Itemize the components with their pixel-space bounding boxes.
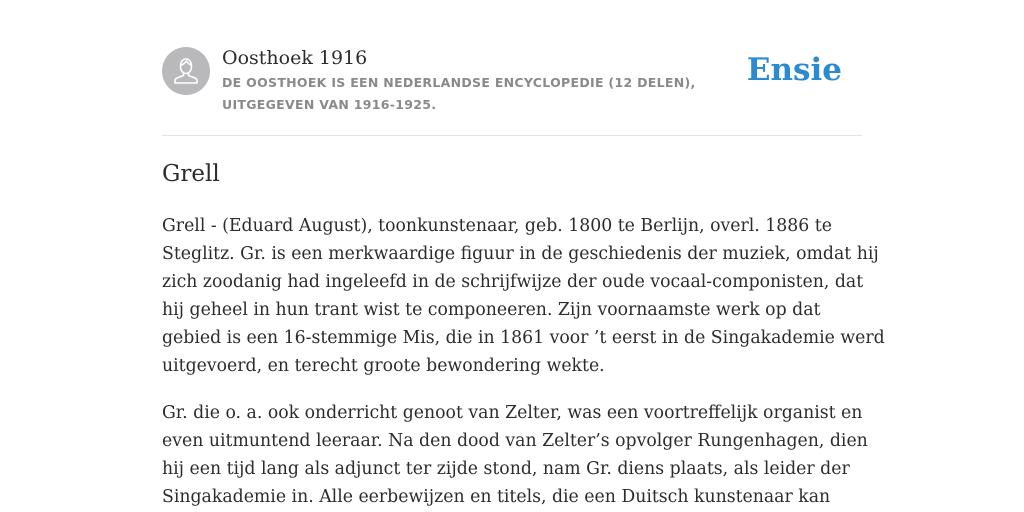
article-paragraph <box>162 399 868 511</box>
paragraph-line: hij geheel in hun trant wist te componeeren. Zijn voornaamste werk op dat <box>162 300 821 320</box>
paragraph-line: uitgevoerd, en terecht groote bewondering wekte. <box>162 356 605 376</box>
paragraph-line: Gr. die o. a. ook onderricht genoot van Zelter, was een voortreffelijk organist en <box>162 403 863 423</box>
paragraph-line: Singakademie in. Alle eerbewijzen en titels, die een Duitsch kunstenaar kan <box>162 487 831 507</box>
source-header <box>162 46 862 136</box>
header-divider <box>162 135 862 136</box>
paragraph-line: gebied is een 16-stemmige Mis, die in 1861 voor ’t eerst in de Singakademie werd <box>162 328 885 348</box>
source-title[interactable]: Oosthoek 1916 <box>222 47 368 69</box>
article-title: Grell <box>162 161 220 187</box>
article-body <box>162 212 885 512</box>
paragraph-line: hij een tijd lang als adjunct ter zijde stond, nam Gr. diens plaats, als leider der <box>162 459 850 479</box>
source-description: DE OOSTHOEK IS EEN NEDERLANDSE ENCYCLOPEDIE (12 DELEN), UITGEGEVEN VAN 1916-1925. <box>222 75 696 112</box>
paragraph-line: even uitmuntend leeraar. Na den dood van Zelter’s opvolger Rungenhagen, dien <box>162 431 868 451</box>
paragraph-line: Steglitz. Gr. is een merkwaardige figuur in de geschiedenis der muziek, omdat hij <box>162 244 879 264</box>
paragraph-line: zich zoodanig had ingeleefd in de schrijfwijze der oude vocaal-componisten, dat <box>162 272 864 292</box>
avatar[interactable] <box>162 47 210 95</box>
brand-logo[interactable]: Ensie <box>746 52 842 88</box>
user-icon <box>162 47 210 95</box>
article-paragraph <box>162 212 885 380</box>
paragraph-line: Grell - (Eduard August), toonkunstenaar, geb. 1800 te Berlijn, overl. 1886 te <box>162 216 832 236</box>
